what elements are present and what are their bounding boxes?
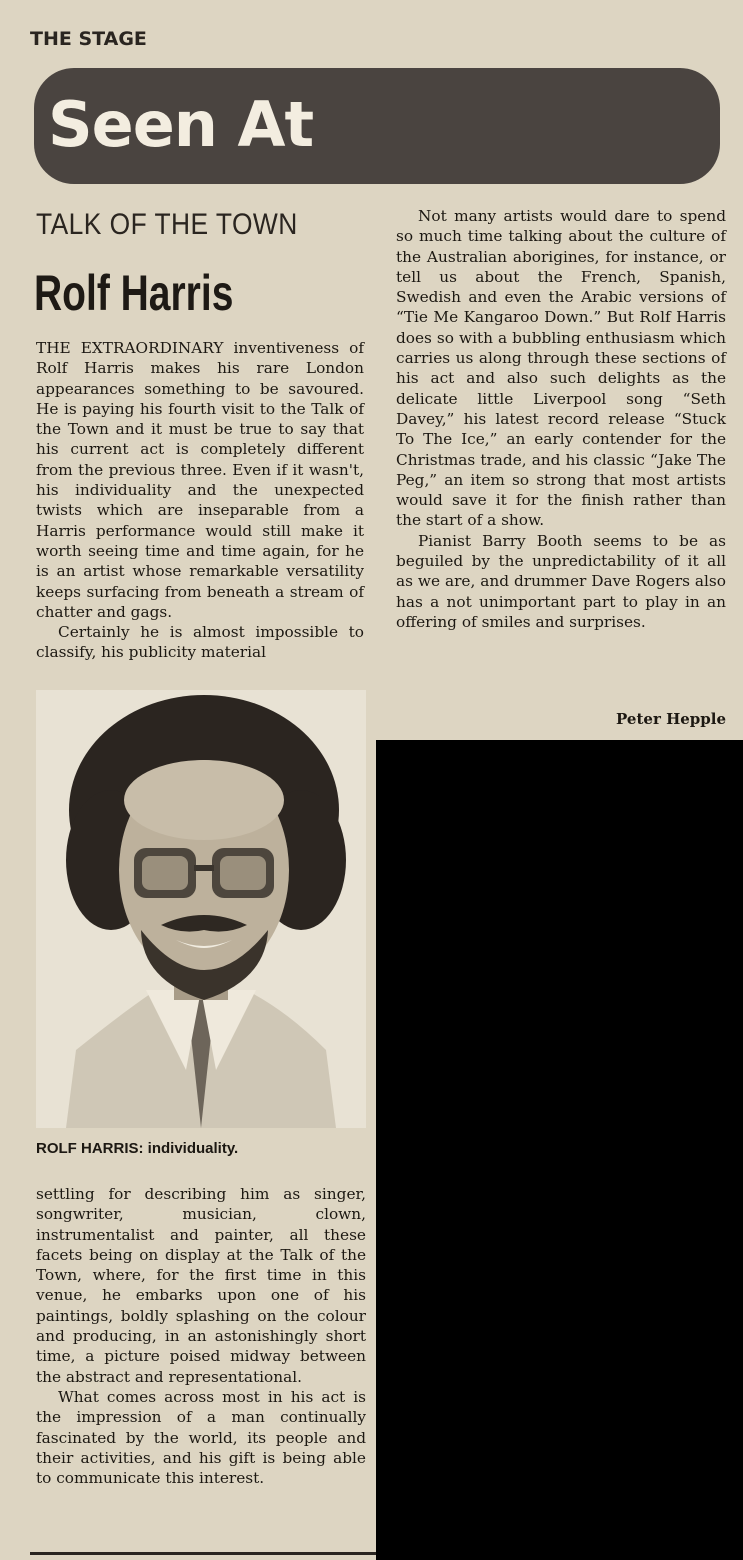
publication-title: THE STAGE bbox=[30, 28, 147, 50]
article-paragraph: settling for describing him as singer, songwriter, musician, clown, instrumentalist and painter, all these facets being on display at the Talk of the Town, where, for the first time in this venue, he embarks upon one of his paintings, boldly splashing on the colour and producing, in an astonishingly short time, a picture poised midway between the abstract and representational. bbox=[36, 1185, 366, 1386]
bottom-rule bbox=[30, 1552, 376, 1555]
venue-heading: TALK OF THE TOWN bbox=[36, 208, 298, 241]
article-paragraph: Certainly he is almost impossible to classify, his publicity material bbox=[36, 623, 364, 662]
portrait-illustration bbox=[36, 690, 366, 1128]
section-banner-text: Seen At bbox=[48, 88, 314, 161]
photo-caption: ROLF HARRIS: individuality. bbox=[36, 1140, 239, 1157]
article-paragraph bbox=[36, 338, 364, 622]
article-headline: Rolf Harris bbox=[34, 265, 234, 321]
lead-in: THE EXTRAORDINARY bbox=[36, 339, 224, 357]
article-column-right bbox=[396, 206, 726, 632]
blank-region bbox=[376, 740, 743, 1560]
paragraph-text: inventiveness of Rolf Harris makes his rare London appearances something to be savoured. He is paying his fourth visit to the Talk of the Town and it must be true to say that his current act is completely different from the previous three. Even if it wasn't, his individuality and the unexpected twists which are inseparable from a Harris performance would still make it worth seeing time and time again, for he is an artist whose remarkable versatility keeps surfacing from beneath a stream of chatter and gags. bbox=[36, 339, 364, 621]
portrait-photo bbox=[36, 690, 366, 1128]
article-paragraph: Not many artists would dare to spend so much time talking about the culture of the Australian aborigines, for instance, or tell us about the French, Spanish, Swedish and even the Arabic versions of “Tie Me Kangaroo Down.” But Rolf Harris does so with a bubbling enthusiasm which carries us along through these sections of his act and also such delights as the delicate little Liverpool song “Seth Davey,” his latest record release “Stuck To The Ice,” an early contender for the Christmas trade, and his classic “Jake The Peg,” an item so strong that most artists would save it for the finish rather than the start of a show. bbox=[396, 207, 726, 530]
author-byline: Peter Hepple bbox=[616, 710, 726, 728]
article-column-left-top bbox=[36, 338, 364, 663]
article-column-left-bottom bbox=[36, 1184, 366, 1488]
article-paragraph: What comes across most in his act is the impression of a man continually fascinated by the world, its people and their activities, and his gift is being able to communicate this interest. bbox=[36, 1387, 366, 1488]
article-paragraph: Pianist Barry Booth seems to be as beguiled by the unpredictability of it all as we are, and drummer Dave Rogers also has a not unimportant part to play in an offering of smiles and surprises. bbox=[396, 531, 726, 631]
